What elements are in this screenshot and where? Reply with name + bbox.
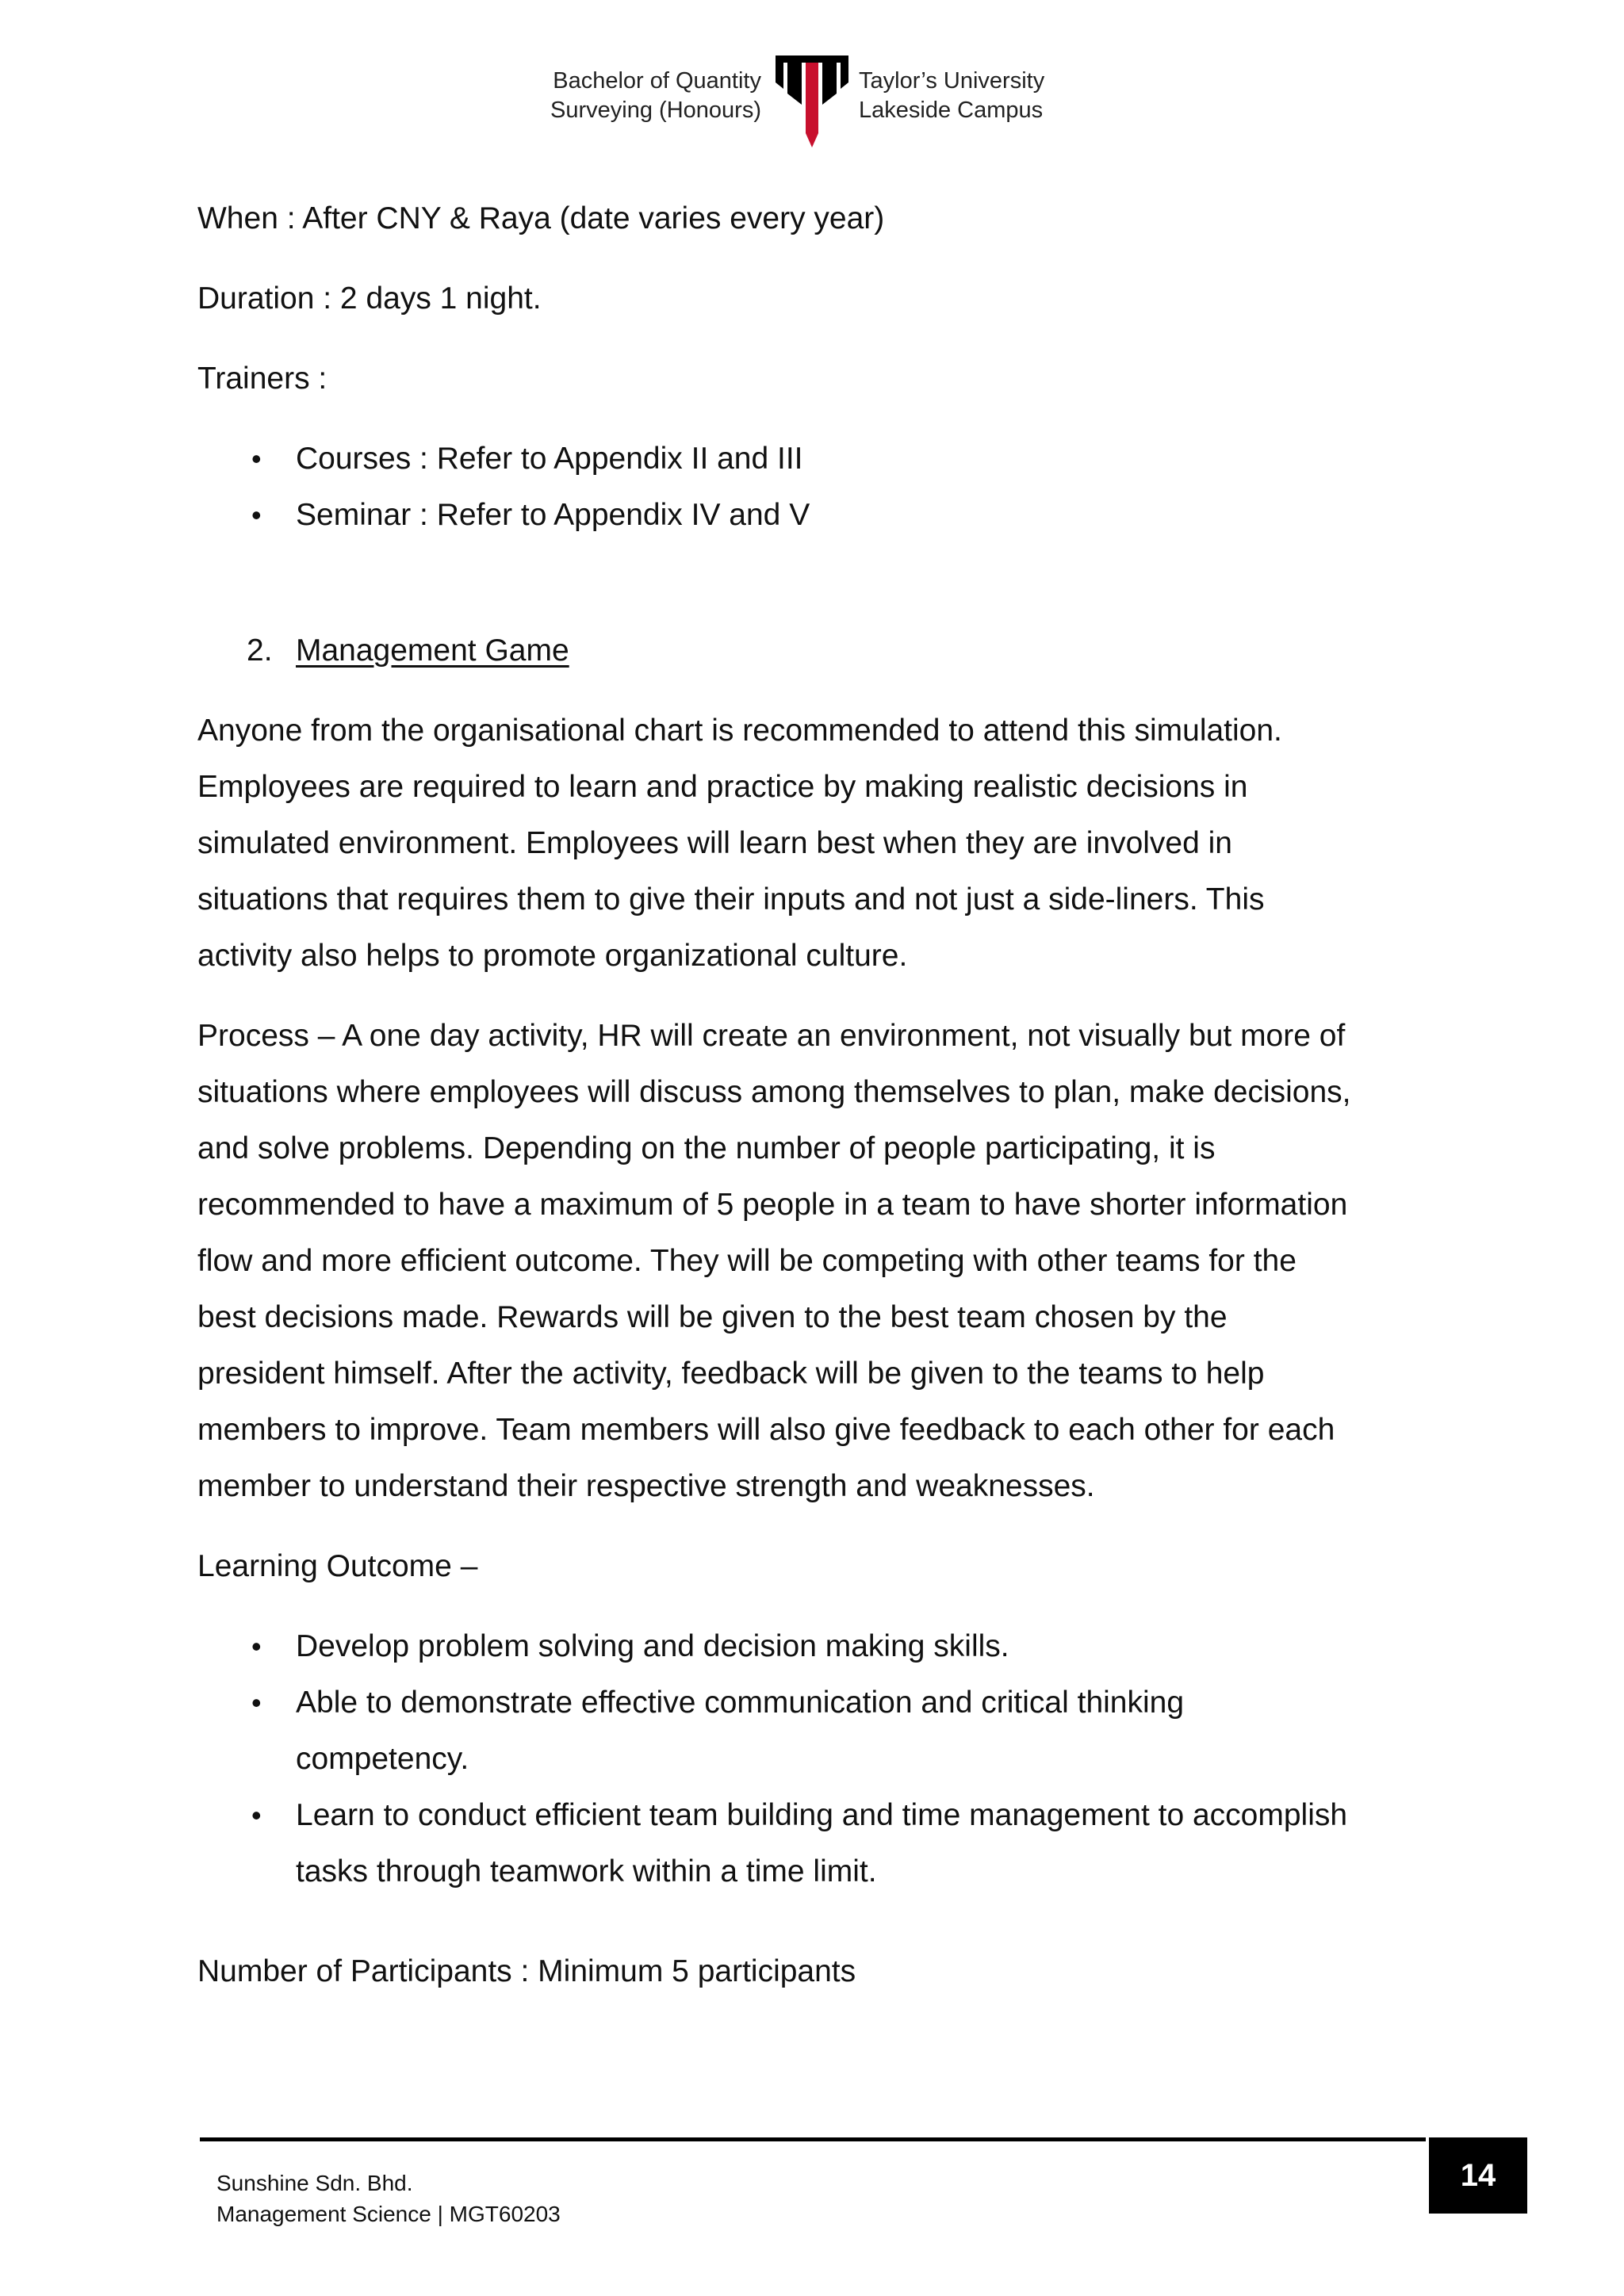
header-university bbox=[859, 67, 1176, 125]
paragraph-line: recommended to have a maximum of 5 people in a team to have shorter information bbox=[197, 1188, 1348, 1222]
section-title: Management Game bbox=[296, 633, 569, 668]
university-logo-icon bbox=[776, 55, 848, 147]
header-university-line: Lakeside Campus bbox=[859, 98, 1044, 123]
trainers-label: Trainers : bbox=[197, 362, 327, 396]
paragraph-line: situations that requires them to give their inputs and not just a side-liners. This bbox=[197, 882, 1265, 916]
paragraph-line: president himself. After the activity, feedback will be given to the teams to help bbox=[197, 1357, 1265, 1391]
paragraph-line: best decisions made. Rewards will be given to the best team chosen by the bbox=[197, 1300, 1228, 1334]
paragraph-line: situations where employees will discuss among themselves to plan, make decisions, bbox=[197, 1075, 1351, 1109]
paragraph-process bbox=[197, 1008, 1434, 1514]
trainers-list bbox=[197, 430, 1434, 543]
duration-line: Duration : 2 days 1 night. bbox=[197, 281, 542, 316]
paragraph-line: flow and more efficient outcome. They will be competing with other teams for the bbox=[197, 1244, 1297, 1278]
paragraph-line: activity also helps to promote organizational culture. bbox=[197, 939, 908, 973]
section-number: 2. bbox=[247, 633, 273, 668]
outcome-item bbox=[197, 1618, 1434, 1674]
outcome-line: • Able to demonstrate effective communication and critical thinking bbox=[296, 1686, 1185, 1720]
header-university-line: Taylor’s University bbox=[859, 68, 1045, 94]
footer-company: Sunshine Sdn. Bhd. bbox=[216, 2171, 413, 2195]
section-heading bbox=[197, 622, 1434, 679]
paragraph-line: members to improve. Team members will also give feedback to each other for each bbox=[197, 1413, 1335, 1447]
outcome-line: • Develop problem solving and decision making skills. bbox=[296, 1629, 1009, 1663]
trainer-item: • Courses : Refer to Appendix II and III bbox=[197, 430, 1434, 487]
outcome-item bbox=[197, 1787, 1434, 1900]
header-program-line: Bachelor of Quantity bbox=[553, 68, 761, 94]
page-number: 14 bbox=[1429, 2137, 1527, 2214]
paragraph-line: Employees are required to learn and practice by making realistic decisions in bbox=[197, 770, 1248, 804]
paragraph-line: simulated environment. Employees will learn best when they are involved in bbox=[197, 826, 1232, 860]
learning-outcomes-list bbox=[197, 1618, 1434, 1900]
paragraph-line: member to understand their respective strength and weaknesses. bbox=[197, 1469, 1095, 1503]
footer-info bbox=[216, 2168, 561, 2229]
document-body bbox=[197, 190, 1434, 1999]
header-program bbox=[492, 67, 761, 125]
participants-line: Number of Participants : Minimum 5 participants bbox=[197, 1954, 856, 1988]
learning-outcome-label: Learning Outcome – bbox=[197, 1549, 478, 1583]
outcome-line: competency. bbox=[296, 1742, 469, 1776]
when-line: When : After CNY & Raya (date varies every year) bbox=[197, 201, 885, 235]
outcome-line: tasks through teamwork within a time limit. bbox=[296, 1854, 877, 1888]
header-program-line: Surveying (Honours) bbox=[550, 98, 761, 123]
paragraph-line: Process – A one day activity, HR will create an environment, not visually but more of bbox=[197, 1019, 1346, 1053]
outcome-item bbox=[197, 1674, 1434, 1787]
trainer-item: • Seminar : Refer to Appendix IV and V bbox=[197, 487, 1434, 543]
footer-divider bbox=[200, 2137, 1426, 2141]
outcome-line: • Learn to conduct efficient team building and time management to accomplish bbox=[296, 1798, 1348, 1832]
paragraph-line: Anyone from the organisational chart is recommended to attend this simulation. bbox=[197, 714, 1282, 748]
footer-course: Management Science | MGT60203 bbox=[216, 2202, 561, 2226]
paragraph-intro bbox=[197, 702, 1434, 984]
paragraph-line: and solve problems. Depending on the number of people participating, it is bbox=[197, 1131, 1216, 1165]
